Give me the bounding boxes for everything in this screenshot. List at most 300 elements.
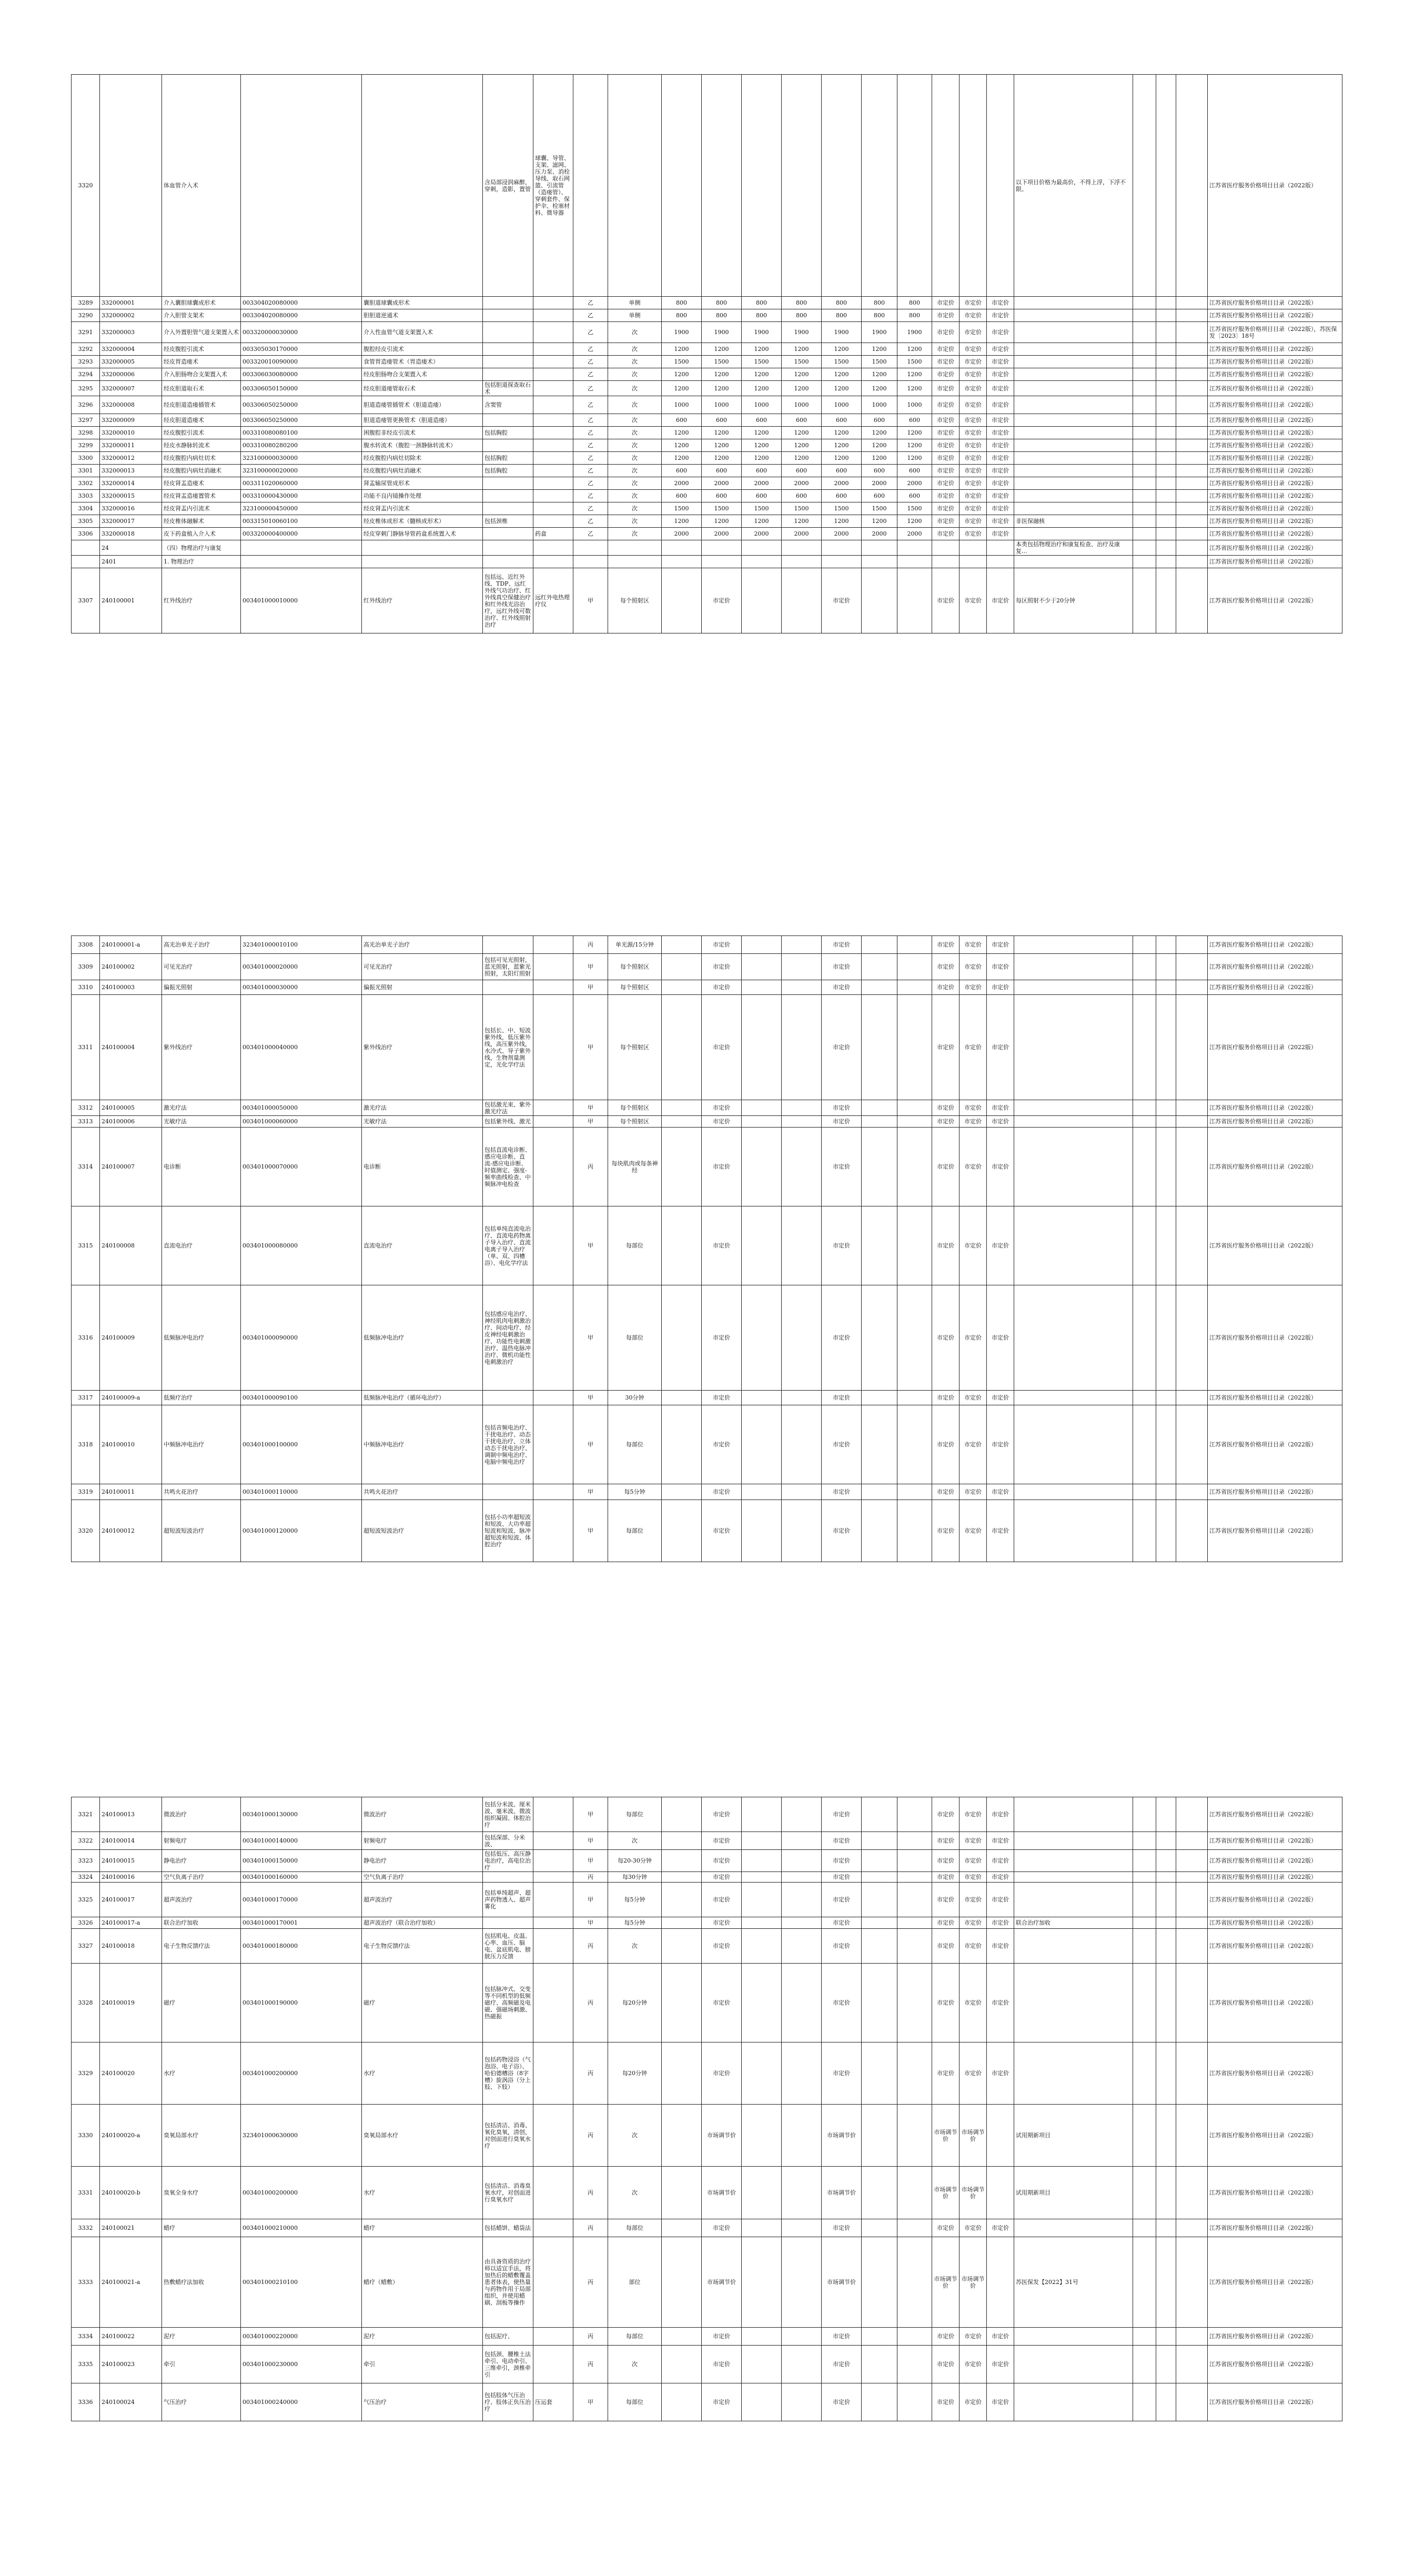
- table-row: [72, 2383, 1342, 2421]
- cell-content: [483, 368, 533, 381]
- cell-type: 次: [608, 465, 662, 477]
- cell-x2: [1156, 1206, 1176, 1285]
- cell-code: 240100005: [100, 1100, 162, 1116]
- cell-seq: 3325: [72, 1883, 100, 1917]
- cell-g2: 市场调节价: [959, 2167, 987, 2219]
- cell-seq: 3294: [72, 368, 100, 381]
- cell-g2: 市定价: [959, 2328, 987, 2346]
- cell-unit: 甲: [573, 1917, 608, 1929]
- cell-seq: 3330: [72, 2105, 100, 2167]
- cell-x3: [1176, 2219, 1208, 2237]
- cell-p6: 600: [862, 414, 897, 427]
- cell-p2: [702, 540, 742, 556]
- cell-unit: 丙: [573, 2042, 608, 2105]
- cell-seq: 3323: [72, 1850, 100, 1872]
- cell-seq: 3327: [72, 1929, 100, 1964]
- cell-g2: 市定价: [959, 528, 987, 540]
- cell-basis: 江苏省医疗服务价格项目目录（2022版）: [1208, 2105, 1342, 2167]
- cell-excl: [533, 1206, 573, 1285]
- cell-p5: 市定价: [822, 1128, 862, 1206]
- cell-note: [1014, 297, 1133, 309]
- cell-p6: [862, 1832, 897, 1850]
- cell-p2: [702, 75, 742, 297]
- cell-basis: 江苏省医疗服务价格项目目录（2022版）: [1208, 1116, 1342, 1128]
- cell-excl: [533, 2346, 573, 2383]
- cell-g1: 市定价: [932, 1500, 959, 1562]
- cell-content: 包括清洁、消毒臭氧水疗，对创面进行臭氧水疗: [483, 2167, 533, 2219]
- cell-p3: [742, 2237, 782, 2328]
- cell-g3: 市定价: [987, 1116, 1014, 1128]
- cell-note: [1014, 2346, 1133, 2383]
- cell-p3: [742, 1964, 782, 2042]
- table-row: [72, 396, 1342, 414]
- cell-type: 30分钟: [608, 1391, 662, 1405]
- cell-p7: [897, 2237, 932, 2328]
- cell-p2: 市定价: [702, 1128, 742, 1206]
- cell-p1: [662, 1964, 702, 2042]
- cell-fcode: [241, 556, 362, 568]
- cell-name: 空气负离子治疗: [162, 1872, 241, 1883]
- cell-code: 332000011: [100, 439, 162, 452]
- cell-code: 240100019: [100, 1964, 162, 2042]
- cell-basis: 江苏省医疗服务价格项目目录（2022版）: [1208, 368, 1342, 381]
- cell-g3: 市定价: [987, 396, 1014, 414]
- cell-g1: 市定价: [932, 1285, 959, 1391]
- cell-x1: [1133, 396, 1156, 414]
- cell-g2: 市定价: [959, 368, 987, 381]
- cell-p1: 1500: [662, 502, 702, 515]
- cell-x3: [1176, 954, 1208, 980]
- cell-p6: 600: [862, 465, 897, 477]
- cell-p4: [782, 954, 822, 980]
- cell-p5: 市定价: [822, 980, 862, 995]
- cell-p1: [662, 2219, 702, 2237]
- cell-p7: [897, 1405, 932, 1484]
- cell-p2: 1200: [702, 515, 742, 528]
- cell-fcode: 323401000630000: [241, 2105, 362, 2167]
- cell-excl: [533, 936, 573, 954]
- cell-x2: [1156, 1850, 1176, 1872]
- cell-name: 低频疗治疗: [162, 1391, 241, 1405]
- cell-p3: [742, 1929, 782, 1964]
- cell-x2: [1156, 1285, 1176, 1391]
- cell-p2: 市定价: [702, 1405, 742, 1484]
- cell-g3: 市定价: [987, 465, 1014, 477]
- cell-x3: [1176, 1872, 1208, 1883]
- cell-unit: 丙: [573, 936, 608, 954]
- cell-x3: [1176, 309, 1208, 322]
- cell-fcode: 003401000010000: [241, 568, 362, 633]
- cell-x3: [1176, 502, 1208, 515]
- cell-type: 次: [608, 528, 662, 540]
- cell-fcode: 003306050150000: [241, 381, 362, 396]
- cell-excl: [533, 396, 573, 414]
- cell-basis: 江苏省医疗服务价格项目目录（2022版）: [1208, 1929, 1342, 1964]
- cell-p5: 市定价: [822, 1484, 862, 1500]
- cell-g2: 市定价: [959, 936, 987, 954]
- cell-x1: [1133, 414, 1156, 427]
- cell-g2: 市定价: [959, 1100, 987, 1116]
- cell-type: 次: [608, 2346, 662, 2383]
- cell-p7: [897, 2383, 932, 2421]
- cell-g2: 市定价: [959, 477, 987, 490]
- cell-p5: 市场调节价: [822, 2237, 862, 2328]
- cell-p7: [897, 1116, 932, 1128]
- cell-type: 每部位: [608, 1285, 662, 1391]
- page-2: [0, 859, 1414, 1717]
- cell-g2: 市定价: [959, 515, 987, 528]
- cell-basis: 江苏省医疗服务价格项目目录（2022版）: [1208, 396, 1342, 414]
- cell-code: 240100009-a: [100, 1391, 162, 1405]
- cell-g2: 市定价: [959, 1484, 987, 1500]
- cell-p6: [862, 936, 897, 954]
- cell-p2: 市定价: [702, 1206, 742, 1285]
- cell-p4: [782, 1500, 822, 1562]
- cell-content: 包括小功率超短波和短波、大功率超短波和短波、脉冲超短波和短波、体腔治疗: [483, 1500, 533, 1562]
- cell-fname: 腹腔经皮引流术: [362, 343, 483, 356]
- cell-x1: [1133, 556, 1156, 568]
- cell-p7: [897, 1872, 932, 1883]
- cell-name: 红外线治疗: [162, 568, 241, 633]
- cell-note: [1014, 452, 1133, 465]
- cell-basis: 江苏省医疗服务价格项目目录（2022版）: [1208, 439, 1342, 452]
- cell-p5: 市定价: [822, 995, 862, 1100]
- cell-content: 包括直流电诊断、感应电诊断、直流-感应电诊断、时值测定、强度-频率曲线检查、中频脉冲电检查: [483, 1128, 533, 1206]
- cell-fcode: 003310080080100: [241, 427, 362, 439]
- cell-basis: 江苏省医疗服务价格项目目录（2022版）: [1208, 1500, 1342, 1562]
- cell-p5: [822, 75, 862, 297]
- cell-basis: 江苏省医疗服务价格项目目录（2022版）: [1208, 309, 1342, 322]
- cell-p1: 1200: [662, 439, 702, 452]
- cell-name: 激光疗法: [162, 1100, 241, 1116]
- cell-fname: 可见光治疗: [362, 954, 483, 980]
- cell-content: [483, 1917, 533, 1929]
- cell-code: 332000004: [100, 343, 162, 356]
- cell-excl: [533, 356, 573, 368]
- cell-fname: 介入性血管气道支架置入术: [362, 322, 483, 343]
- cell-fname: 经皮腹腔内病灶消融术: [362, 465, 483, 477]
- cell-basis: 江苏省医疗服务价格项目目录（2022版）: [1208, 477, 1342, 490]
- cell-g2: 市定价: [959, 297, 987, 309]
- cell-excl: [533, 2105, 573, 2167]
- cell-excl: [533, 556, 573, 568]
- cell-seq: 3329: [72, 2042, 100, 2105]
- cell-x3: [1176, 995, 1208, 1100]
- cell-p2: 市定价: [702, 1832, 742, 1850]
- cell-x1: [1133, 2042, 1156, 2105]
- cell-p2: 市定价: [702, 2042, 742, 2105]
- cell-basis: 江苏省医疗服务价格项目目录（2022版）: [1208, 515, 1342, 528]
- cell-p7: [897, 2105, 932, 2167]
- cell-p5: 市定价: [822, 2383, 862, 2421]
- cell-note: 联合治疗加收: [1014, 1917, 1133, 1929]
- cell-note: [1014, 477, 1133, 490]
- cell-p7: 1200: [897, 515, 932, 528]
- cell-excl: [533, 2328, 573, 2346]
- cell-p5: 市定价: [822, 1850, 862, 1872]
- cell-p4: [782, 1872, 822, 1883]
- cell-x1: [1133, 1883, 1156, 1917]
- cell-p6: [862, 1405, 897, 1484]
- cell-p7: [897, 1850, 932, 1872]
- cell-g1: 市定价: [932, 2346, 959, 2383]
- cell-x3: [1176, 1797, 1208, 1832]
- cell-x1: [1133, 322, 1156, 343]
- cell-p3: [742, 1500, 782, 1562]
- cell-fcode: 003304020080000: [241, 297, 362, 309]
- cell-note: [1014, 1285, 1133, 1391]
- cell-note: [1014, 502, 1133, 515]
- cell-note: [1014, 1500, 1133, 1562]
- cell-p7: 2000: [897, 477, 932, 490]
- cell-x2: [1156, 356, 1176, 368]
- cell-fcode: 003401000110000: [241, 1484, 362, 1500]
- cell-basis: 江苏省医疗服务价格项目目录（2022版）: [1208, 502, 1342, 515]
- cell-x3: [1176, 540, 1208, 556]
- cell-p4: [782, 2042, 822, 2105]
- cell-excl: [533, 465, 573, 477]
- cell-excl: [533, 2219, 573, 2237]
- cell-p6: [862, 2167, 897, 2219]
- cell-x1: [1133, 2219, 1156, 2237]
- cell-p3: 1200: [742, 439, 782, 452]
- cell-x2: [1156, 954, 1176, 980]
- table-row: [72, 1797, 1342, 1832]
- cell-g2: 市定价: [959, 1872, 987, 1883]
- cell-basis: 江苏省医疗服务价格项目目录（2022版）: [1208, 1391, 1342, 1405]
- cell-g2: 市定价: [959, 381, 987, 396]
- cell-p5: 市定价: [822, 1405, 862, 1484]
- cell-fname: 高光治单光子治疗: [362, 936, 483, 954]
- cell-code: 332000018: [100, 528, 162, 540]
- cell-g3: 市定价: [987, 1872, 1014, 1883]
- cell-code: 332000016: [100, 502, 162, 515]
- cell-code: 240100006: [100, 1116, 162, 1128]
- cell-x1: [1133, 1872, 1156, 1883]
- cell-x1: [1133, 1832, 1156, 1850]
- cell-p7: 1200: [897, 381, 932, 396]
- cell-fcode: 323401000010100: [241, 936, 362, 954]
- cell-x2: [1156, 2328, 1176, 2346]
- cell-content: 包括胆道探查取石术: [483, 381, 533, 396]
- table-row: [72, 356, 1342, 368]
- cell-basis: 江苏省医疗服务价格项目目录（2022版）: [1208, 1285, 1342, 1391]
- cell-fcode: 323100000020000: [241, 465, 362, 477]
- cell-p2: 1200: [702, 343, 742, 356]
- cell-g1: 市定价: [932, 322, 959, 343]
- cell-g3: 市定价: [987, 936, 1014, 954]
- table-row: [72, 343, 1342, 356]
- cell-seq: 3295: [72, 381, 100, 396]
- cell-fcode: 003320010090000: [241, 356, 362, 368]
- cell-fname: 胆道造瘘管插管术（胆道造瘘）: [362, 396, 483, 414]
- cell-p1: [662, 2105, 702, 2167]
- cell-excl: [533, 1100, 573, 1116]
- cell-p5: 800: [822, 297, 862, 309]
- cell-seq: 3297: [72, 414, 100, 427]
- cell-excl: [533, 343, 573, 356]
- cell-fcode: 003306030080000: [241, 368, 362, 381]
- cell-g3: 市定价: [987, 528, 1014, 540]
- table-row: [72, 1500, 1342, 1562]
- cell-type: 次: [608, 356, 662, 368]
- cell-excl: [533, 540, 573, 556]
- cell-p2: 市定价: [702, 1500, 742, 1562]
- cell-fcode: 003401000190000: [241, 1964, 362, 2042]
- cell-p5: [822, 556, 862, 568]
- cell-p2: 市定价: [702, 1929, 742, 1964]
- cell-note: [1014, 439, 1133, 452]
- cell-g3: 市定价: [987, 427, 1014, 439]
- cell-seq: 3305: [72, 515, 100, 528]
- cell-type: 次: [608, 477, 662, 490]
- cell-fcode: 323100000030000: [241, 452, 362, 465]
- cell-p4: [782, 1883, 822, 1917]
- cell-excl: [533, 1872, 573, 1883]
- cell-p1: 2000: [662, 477, 702, 490]
- cell-g1: 市定价: [932, 1850, 959, 1872]
- cell-p2: 市定价: [702, 1391, 742, 1405]
- cell-basis: 江苏省医疗服务价格项目目录（2022版）: [1208, 556, 1342, 568]
- cell-unit: 乙: [573, 427, 608, 439]
- cell-p7: 1500: [897, 502, 932, 515]
- cell-p1: [662, 1883, 702, 1917]
- cell-p6: [862, 1484, 897, 1500]
- cell-g3: [987, 2237, 1014, 2328]
- cell-p3: [742, 1917, 782, 1929]
- cell-note: [1014, 427, 1133, 439]
- cell-p3: 1200: [742, 343, 782, 356]
- cell-name: 臭氧局部水疗: [162, 2105, 241, 2167]
- cell-g1: 市定价: [932, 1832, 959, 1850]
- cell-g3: 市定价: [987, 995, 1014, 1100]
- cell-x2: [1156, 528, 1176, 540]
- cell-x2: [1156, 1797, 1176, 1832]
- cell-g3: 市定价: [987, 1832, 1014, 1850]
- cell-name: 牵引: [162, 2346, 241, 2383]
- cell-p1: [662, 980, 702, 995]
- cell-basis: 江苏省医疗服务价格项目目录（2022版）: [1208, 381, 1342, 396]
- cell-p5: 市定价: [822, 1100, 862, 1116]
- cell-p1: [662, 2328, 702, 2346]
- cell-x2: [1156, 2105, 1176, 2167]
- cell-x2: [1156, 396, 1176, 414]
- cell-p4: 1200: [782, 515, 822, 528]
- cell-basis: 江苏省医疗服务价格项目目录（2022版）: [1208, 427, 1342, 439]
- cell-g3: 市定价: [987, 452, 1014, 465]
- cell-basis: 江苏省医疗服务价格项目目录（2022版）: [1208, 490, 1342, 502]
- cell-g1: [932, 540, 959, 556]
- cell-basis: 江苏省医疗服务价格项目目录（2022版）: [1208, 2237, 1342, 2328]
- table-row: [72, 1929, 1342, 1964]
- cell-seq: [72, 540, 100, 556]
- cell-g2: 市定价: [959, 465, 987, 477]
- cell-unit: 丙: [573, 2105, 608, 2167]
- table-row: [72, 1206, 1342, 1285]
- cell-unit: 乙: [573, 515, 608, 528]
- cell-p4: 600: [782, 465, 822, 477]
- cell-x3: [1176, 477, 1208, 490]
- cell-p6: [862, 1206, 897, 1285]
- cell-code: 240100020-a: [100, 2105, 162, 2167]
- cell-content: 包括胸腔: [483, 465, 533, 477]
- cell-code: 332000009: [100, 414, 162, 427]
- cell-p4: [782, 995, 822, 1100]
- cell-g1: 市定价: [932, 368, 959, 381]
- cell-p5: 市定价: [822, 954, 862, 980]
- cell-content: 由具备资质的治疗师以适宜手法，将加热后的蜡敷覆盖患者体表，使热量与药物作用于局部组织，并使用蜡刷、刮板等操作: [483, 2237, 533, 2328]
- cell-seq: 3306: [72, 528, 100, 540]
- cell-p6: [862, 568, 897, 633]
- cell-fname: 低频脉冲电治疗（循环电治疗）: [362, 1391, 483, 1405]
- cell-x1: [1133, 1964, 1156, 2042]
- cell-g2: 市定价: [959, 452, 987, 465]
- cell-x3: [1176, 465, 1208, 477]
- cell-p3: [742, 2105, 782, 2167]
- cell-x3: [1176, 381, 1208, 396]
- cell-basis: 江苏省医疗服务价格项目目录（2022版）: [1208, 936, 1342, 954]
- cell-x1: [1133, 452, 1156, 465]
- cell-g3: 市定价: [987, 1391, 1014, 1405]
- cell-p1: 600: [662, 465, 702, 477]
- cell-unit: 丙: [573, 2219, 608, 2237]
- cell-p7: [897, 2328, 932, 2346]
- table-row: [72, 452, 1342, 465]
- cell-p7: [897, 1285, 932, 1391]
- cell-fcode: 003401000200000: [241, 2167, 362, 2219]
- cell-g1: 市定价: [932, 381, 959, 396]
- cell-p3: [742, 1832, 782, 1850]
- cell-g2: 市定价: [959, 322, 987, 343]
- cell-g3: [987, 540, 1014, 556]
- cell-p7: 800: [897, 297, 932, 309]
- cell-x2: [1156, 1484, 1176, 1500]
- cell-g2: [959, 540, 987, 556]
- cell-seq: 3321: [72, 1797, 100, 1832]
- cell-x1: [1133, 439, 1156, 452]
- table-row: [72, 427, 1342, 439]
- cell-seq: 3311: [72, 995, 100, 1100]
- cell-fname: 腹水转流术（腹腔一颈静脉转流术）: [362, 439, 483, 452]
- cell-type: 每个照射区: [608, 980, 662, 995]
- cell-p6: 1200: [862, 452, 897, 465]
- cell-excl: [533, 515, 573, 528]
- cell-g3: 市定价: [987, 1128, 1014, 1206]
- cell-content: 包括紫外线、激光: [483, 1116, 533, 1128]
- cell-x1: [1133, 1484, 1156, 1500]
- cell-p5: 市定价: [822, 1285, 862, 1391]
- cell-p2: 市定价: [702, 1116, 742, 1128]
- cell-p2: 市定价: [702, 1964, 742, 2042]
- cell-fcode: 003401000020000: [241, 954, 362, 980]
- cell-p4: [782, 1391, 822, 1405]
- cell-p6: [862, 1964, 897, 2042]
- table-row: [72, 1391, 1342, 1405]
- table-row: [72, 297, 1342, 309]
- cell-fname: 经皮胆道瘘管取石术: [362, 381, 483, 396]
- cell-p2: 800: [702, 297, 742, 309]
- cell-note: [1014, 396, 1133, 414]
- cell-g3: 市定价: [987, 1484, 1014, 1500]
- cell-seq: 3291: [72, 322, 100, 343]
- table-row: [72, 556, 1342, 568]
- cell-p1: [662, 2167, 702, 2219]
- cell-p2: 市定价: [702, 1484, 742, 1500]
- cell-p2: 600: [702, 465, 742, 477]
- cell-p6: [862, 75, 897, 297]
- cell-fname: 微波治疗: [362, 1797, 483, 1832]
- cell-code: 240100021: [100, 2219, 162, 2237]
